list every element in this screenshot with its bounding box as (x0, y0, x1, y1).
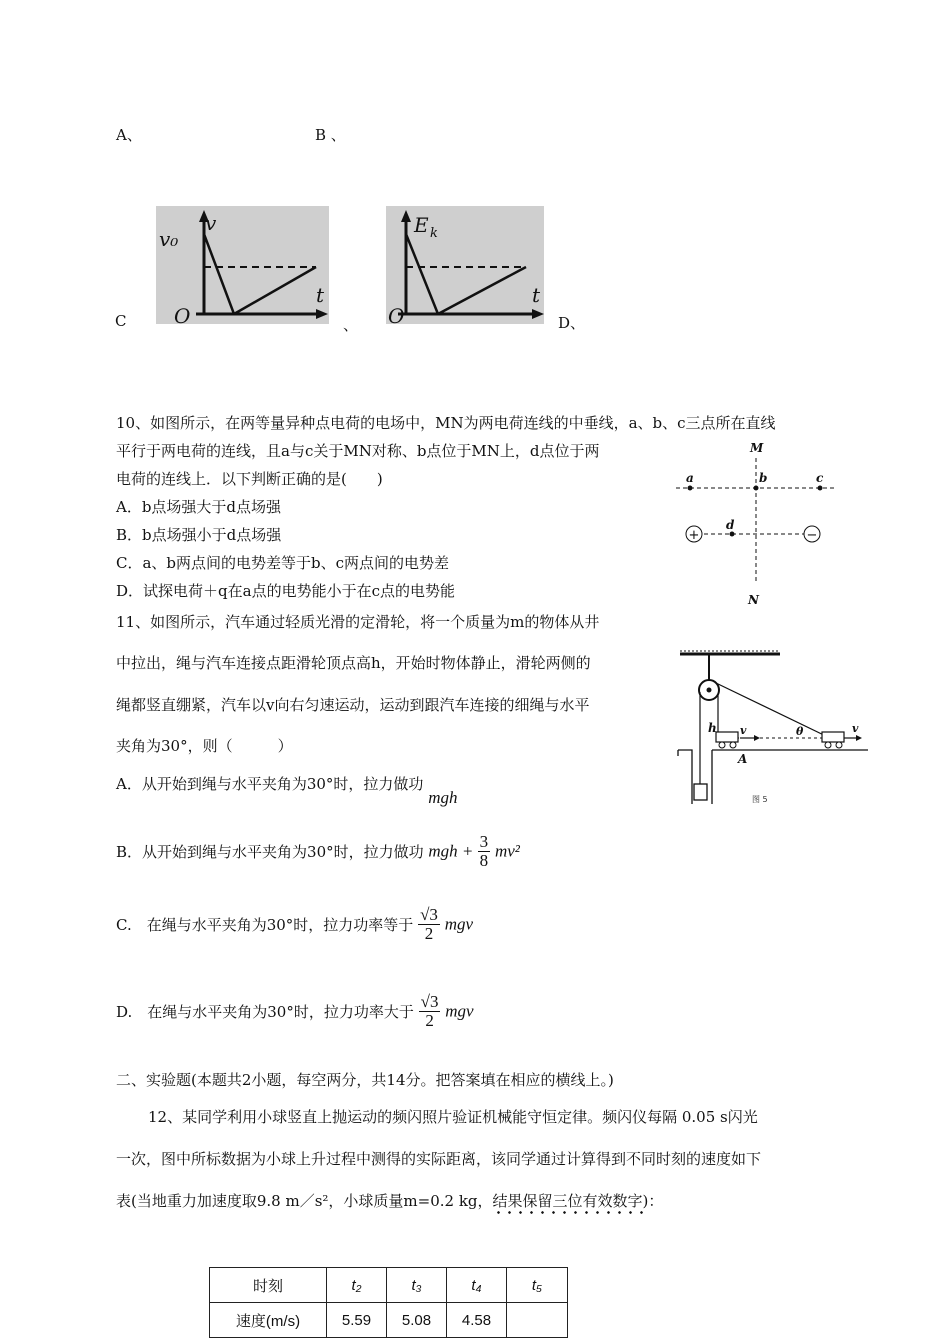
option-d-label: D、 (558, 314, 586, 332)
q10-line3: 电荷的连线上．以下判断正确的是( ) (116, 470, 383, 488)
q11-option-b-math2: mv² (494, 841, 520, 861)
q11-option-b-num: 3 (479, 832, 489, 851)
q11-option-a-math: mgh (428, 788, 458, 807)
option-c-label: C (115, 312, 127, 330)
graph-energy-svg (386, 206, 544, 324)
q11-option-d-num: √3 (420, 992, 439, 1011)
table-cell (507, 1303, 568, 1338)
label-n: N (748, 593, 759, 607)
q12-emphasis: 结果保留三位有效数字 (493, 1192, 643, 1215)
table-row (210, 1303, 568, 1338)
section-two-heading: 二、实验题(本题共2小题，每空两分，共14分。把答案填在相应的横线上。) (116, 1071, 614, 1089)
table-cell: 速度(m/s) (210, 1303, 327, 1338)
plus-sign: + (688, 528, 700, 543)
table-header-cell: 时刻 (210, 1268, 327, 1303)
graph-c-v-label: v (205, 211, 217, 235)
q11-line1: 11、如图所示，汽车通过轻质光滑的定滑轮，将一个质量为m的物体从井 (116, 613, 600, 631)
q10-option-a: A．b点场强大于d点场强 (116, 498, 282, 516)
q11-line2: 中拉出，绳与汽车连接点距滑轮顶点高h，开始时物体静止，滑轮两侧的 (116, 654, 591, 672)
graph-c-t-label: t (316, 283, 325, 307)
q11-option-d-fraction (419, 993, 441, 1030)
car-end-icon (822, 732, 844, 742)
q11-option-a-text: A．从开始到绳与水平夹角为30°时，拉力做功 (116, 775, 424, 793)
table-cell: 4.58 (447, 1303, 507, 1338)
graph-d-e-label: E (414, 213, 429, 237)
velocity-table (209, 1267, 568, 1338)
graph-kinetic-energy-time (386, 206, 544, 324)
q11-option-b-math1: mgh + (428, 841, 478, 861)
q11-option-c-fraction (418, 906, 440, 943)
option-b-label: B 、 (315, 126, 346, 144)
option-a-label: A、 (116, 126, 142, 144)
q11-option-c-den: 2 (424, 924, 434, 943)
q12-line3-prefix: 表(当地重力加速度取9.8 m／s²，小球质量m=0.2 kg， (116, 1192, 493, 1210)
q10-field-diagram (670, 436, 850, 608)
figure-caption: 图 5 (752, 795, 768, 804)
table-cell: 5.59 (327, 1303, 387, 1338)
q10-line1: 10、如图所示，在两等量异种点电荷的电场中，MN为两电荷连线的中垂线，a、b、c三点所在直线 (116, 414, 776, 432)
minus-sign: − (806, 528, 818, 543)
q11-line4: 夹角为30°，则（ ） (116, 737, 293, 755)
q11-option-b-den: 8 (479, 851, 489, 870)
car-start-icon (716, 732, 738, 742)
table-header-cell: t₄ (447, 1268, 507, 1303)
graph-d-t-label: t (532, 283, 541, 307)
q11-option-d-den: 2 (425, 1011, 434, 1030)
graph-d-k-label: k (430, 226, 438, 241)
q11-option-a (116, 773, 458, 807)
label-d: d (726, 518, 735, 532)
label-m: M (750, 441, 764, 455)
q10-option-c: C．a、b两点间的电势差等于b、c两点间的电势差 (116, 554, 450, 572)
label-v-start: v (740, 724, 747, 737)
label-c: c (816, 471, 824, 485)
graph-velocity-svg (156, 206, 329, 324)
q11-option-d-text: D. 在绳与水平夹角为30°时，拉力功率大于 (116, 1003, 414, 1021)
q11-option-b (116, 833, 520, 870)
q12-line2: 一次，图中所标数据为小球上升过程中测得的实际距离，该同学通过计算得到不同时刻的速度如下 (116, 1150, 762, 1168)
graph-c-origin-label: O (174, 304, 191, 324)
table-header-row (210, 1268, 568, 1303)
table-cell: 5.08 (387, 1303, 447, 1338)
label-theta: θ (796, 725, 804, 738)
label-a-point: A (738, 752, 748, 766)
q11-option-c (116, 906, 473, 943)
table-header-cell: t₅ (507, 1268, 568, 1303)
label-a: a (686, 471, 694, 485)
table-header-cell: t₃ (387, 1268, 447, 1303)
option-separator: 、 (343, 316, 359, 334)
weight-block-icon (694, 784, 707, 800)
q11-option-d (116, 993, 474, 1030)
q11-option-d-math: mgv (445, 1001, 474, 1021)
q10-option-d: D．试探电荷＋q在a点的电势能小于在c点的电势能 (116, 582, 455, 600)
q11-line3: 绳都竖直绷紧，汽车以v向右匀速运动，运动到跟汽车连接的细绳与水平 (116, 696, 590, 714)
q11-option-c-text: C. 在绳与水平夹角为30°时，拉力功率等于 (116, 916, 414, 934)
q12-line3-suffix: )： (642, 1192, 664, 1210)
q11-option-c-math: mgv (444, 914, 474, 934)
q12-line1: 12、某同学利用小球竖直上抛运动的频闪照片验证机械能守恒定律。频闪仪每隔 0.05 s闪光 (148, 1108, 758, 1126)
q11-pulley-diagram (672, 646, 868, 804)
q10-option-b: B．b点场强小于d点场强 (116, 526, 282, 544)
table-header-cell: t₂ (327, 1268, 387, 1303)
q11-option-b-text: B．从开始到绳与水平夹角为30°时，拉力做功 (116, 843, 424, 861)
graph-c-v0-label: v₀ (159, 227, 179, 251)
q11-option-b-fraction (478, 833, 491, 870)
q11-option-c-num: √3 (420, 905, 438, 924)
q12-line3 (116, 1190, 663, 1211)
graph-velocity-time (156, 206, 329, 324)
label-b: b (759, 471, 768, 485)
label-h: h (708, 721, 717, 735)
q10-line2: 平行于两电荷的连线，且a与c关于MN对称、b点位于MN上，d点位于两 (116, 442, 600, 460)
label-v-end: v (852, 722, 859, 735)
graph-d-origin-label: O (388, 304, 405, 324)
